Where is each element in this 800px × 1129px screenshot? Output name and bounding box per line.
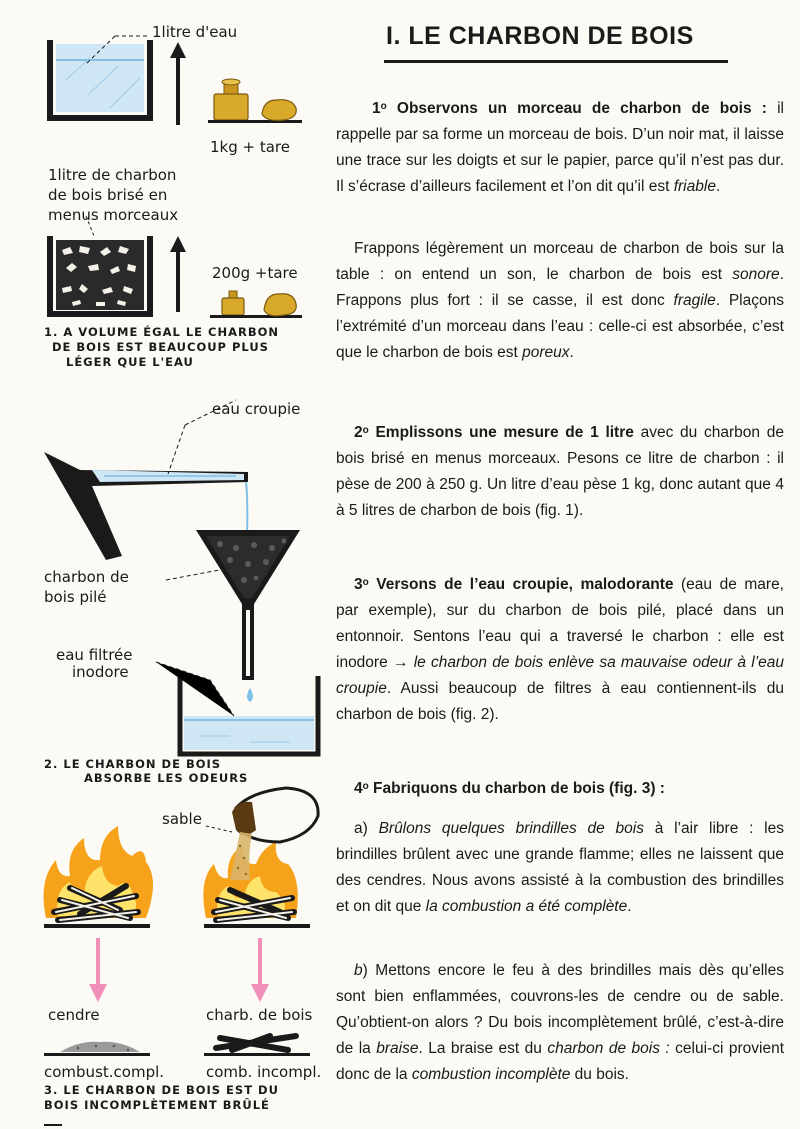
section-1-text-a: il rappelle par sa forme un morceau de bois. D’un noir mat, il laisse une trace sur les doigts et sur le papier, parce qu’il n’est pas dur. Il s’écrase d’ailleurs facilement et l’on dit qu’il est <box>336 100 784 195</box>
section-4b-label: b <box>354 962 363 979</box>
label-charcoal-line3: menus morceaux <box>48 206 179 224</box>
section-1-text-end: . <box>715 178 721 195</box>
label-weight-charcoal: 200g +tare <box>212 264 298 282</box>
open-fire-icon <box>44 826 153 928</box>
section-3-emphasis: le charbon de bois enlève sa mauvaise odeur à l’eau croupie <box>336 654 784 697</box>
section-4a-label: a) <box>354 820 379 837</box>
section-2: 2$^o$ Emplissons une mesure de 1 litre avec du charbon de bois brisé en menus morceaux. Pesons ce litre de charbon : il pèse de 200 à 250 g. Un litre d’eau pèse 1 kg, donc autant que 4 à 5 litres de charbon de bois (fig. 1). <box>336 424 784 519</box>
section-4b-text-2: . La braise est du <box>418 1040 548 1057</box>
section-4-heading-line: 4$^o$ Fabriquons du charbon de bois (fig. 3) : <box>354 780 665 797</box>
label-eau-filtree-line1: eau filtrée <box>56 646 133 664</box>
section-1-p2-b: . Frappons plus fort : il se casse, il est donc <box>336 266 784 309</box>
fig1-caption-line3: LÉGER QUE L'EAU <box>66 355 194 369</box>
page-title: I. LE CHARBON DE BOIS <box>386 22 694 50</box>
section-1-p2-a: Frappons légèrement un morceau de charbon de bois sur la table : on entend un son, le charbon de bois est <box>336 240 784 283</box>
fig1-caption-line2: DE BOIS EST BEAUCOUP PLUS <box>52 340 269 354</box>
section-4a-emphasis: Brûlons quelques brindilles de bois <box>378 820 644 837</box>
section-4-number: 4 <box>354 780 363 797</box>
up-arrow-icon <box>170 42 186 125</box>
water-drop-icon <box>247 688 253 702</box>
figures-column <box>0 0 335 1129</box>
up-arrow-icon <box>170 236 186 312</box>
section-4a-end: . <box>627 898 632 915</box>
water-container-icon <box>50 40 150 118</box>
section-4a-text: à l’air libre : les brindilles brûlent avec une grande flamme; elles ne laissent que des cendres. Nous avons assisté à la combustion des brindilles et on dit que <box>336 820 784 915</box>
section-2-number: 2 <box>354 424 363 441</box>
section-3-heading: Versons de l’eau croupie, malodorante <box>376 576 674 593</box>
label-charbon-pile-line2: bois pilé <box>44 588 107 606</box>
down-arrow-icon <box>251 938 269 1002</box>
section-1-number: 1 <box>372 100 381 117</box>
label-combustion-complete: combust.compl. <box>44 1063 165 1081</box>
label-cendre: cendre <box>48 1006 100 1024</box>
section-4b-text-3: celui-ci provient donc de la <box>336 1040 784 1083</box>
label-water-volume: 1litre d'eau <box>152 23 238 41</box>
section-3-text-b: . Aussi beaucoup de filtres à eau contiennent-ils du charbon de bois (fig. 2). <box>336 680 784 723</box>
section-4a-emphasis-2: la combustion a été complète <box>425 898 628 915</box>
title-underline <box>384 60 728 63</box>
section-1-paragraph-2 <box>336 236 784 366</box>
section-4b-text: ) Mettons encore le feu à des brindilles mais dès qu’elles sont bien enflammées, couvrons-les de cendre ou de sable. Qu’obtient-on alors ? Du bois incomplètement brûlé, c’est-à-dire de la <box>336 962 784 1057</box>
label-sable: sable <box>162 810 202 828</box>
section-1-p2-c: . Plaçons l’extrémité d’un morceau dans l’eau : celle-ci est absorbée, c’est que le charbon de bois est <box>336 292 784 361</box>
section-3-text-a: (eau de mare, par exemple), sur du charbon de bois pilé, placé dans un entonnoir. Sentons l’eau qui a traversé le charbon : elle est inodore <box>336 576 784 671</box>
fig2-caption-line1: 2. LE CHARBON DE BOIS <box>44 757 222 771</box>
section-3: 3$^o$ Versons de l’eau croupie, malodorante (eau de mare, par exemple), sur du charbon de bois pilé, placé dans un entonnoir. Sentons l’eau qui a traversé le charbon : elle est inodore → le charbon de bois enlève sa mauvaise odeur à l’eau croupie. Aussi beaucoup de filtres à eau contiennent-ils du charbon de bois (fig. 2). <box>336 576 784 723</box>
charcoal-container-icon <box>50 236 150 314</box>
section-1-p2-d: . <box>569 344 574 361</box>
section-4-heading-end: (fig. 3) : <box>604 780 665 797</box>
fig1-caption-line1: 1. A VOLUME ÉGAL LE CHARBON <box>44 325 280 339</box>
section-1: 1$^o$ Observons un morceau de charbon de bois : il rappelle par sa forme un morceau de bois. D’un noir mat, il laisse une trace sur les doigts et sur le papier, parce qu’il n’est pas dur. Il s’écrase d’ailleurs facilement et l’on dit qu’il est friable. <box>336 100 784 195</box>
term-combustion-incomplete: combustion incomplète <box>411 1066 571 1083</box>
fig3-caption-line1: 3. LE CHARBON DE BOIS EST DU <box>44 1083 279 1097</box>
covered-fire-icon <box>203 842 310 928</box>
section-4-heading: Fabriquons du charbon de bois <box>373 780 605 797</box>
label-charbon-de-bois: charb. de bois <box>206 1006 313 1024</box>
section-4a <box>336 816 784 920</box>
term-poreux: poreux <box>522 344 570 361</box>
label-weight-water: 1kg + tare <box>210 138 290 156</box>
funnel-icon <box>196 530 300 680</box>
fig3-caption-line2: BOIS INCOMPLÈTEMENT BRÛLÉ <box>44 1098 270 1112</box>
section-4b-end: du bois. <box>570 1066 629 1083</box>
label-eau-croupie: eau croupie <box>212 400 301 418</box>
charcoal-pile-icon <box>204 1036 310 1056</box>
term-sonore: sonore <box>732 266 780 283</box>
label-charcoal-line2: de bois brisé en <box>48 186 168 204</box>
section-4b <box>336 958 784 1088</box>
section-2-heading: Emplissons une mesure de 1 litre <box>375 424 634 441</box>
tare-stone-icon <box>262 100 296 121</box>
term-braise: braise <box>376 1040 419 1057</box>
ash-pile-icon <box>44 1042 150 1056</box>
term-charbon-de-bois: charbon de bois : <box>547 1040 670 1057</box>
section-3-number: 3 <box>354 576 363 593</box>
tare-stone-icon <box>264 294 296 316</box>
term-friable: friable <box>673 178 716 195</box>
term-fragile: fragile <box>673 292 716 309</box>
down-arrow-icon <box>89 938 107 1002</box>
label-combustion-incomplete: comb. incompl. <box>206 1063 322 1081</box>
label-eau-filtree-line2: inodore <box>72 663 129 681</box>
arrow-icon: → <box>392 654 409 671</box>
section-2-text: avec du charbon de bois brisé en menus morceaux. Pesons ce litre de charbon : il pèse de 200 à 250 g. Un litre d’eau pèse 1 kg, donc autant que 4 à 5 litres de charbon de bois (fig. 1). <box>336 424 784 519</box>
label-charbon-pile-line1: charbon de <box>44 568 129 586</box>
section-1-heading: Observons un morceau de charbon de bois : <box>396 100 767 117</box>
fig2-caption-line2: ABSORBE LES ODEURS <box>84 771 249 785</box>
label-charcoal-line1: 1litre de charbon <box>48 166 177 184</box>
